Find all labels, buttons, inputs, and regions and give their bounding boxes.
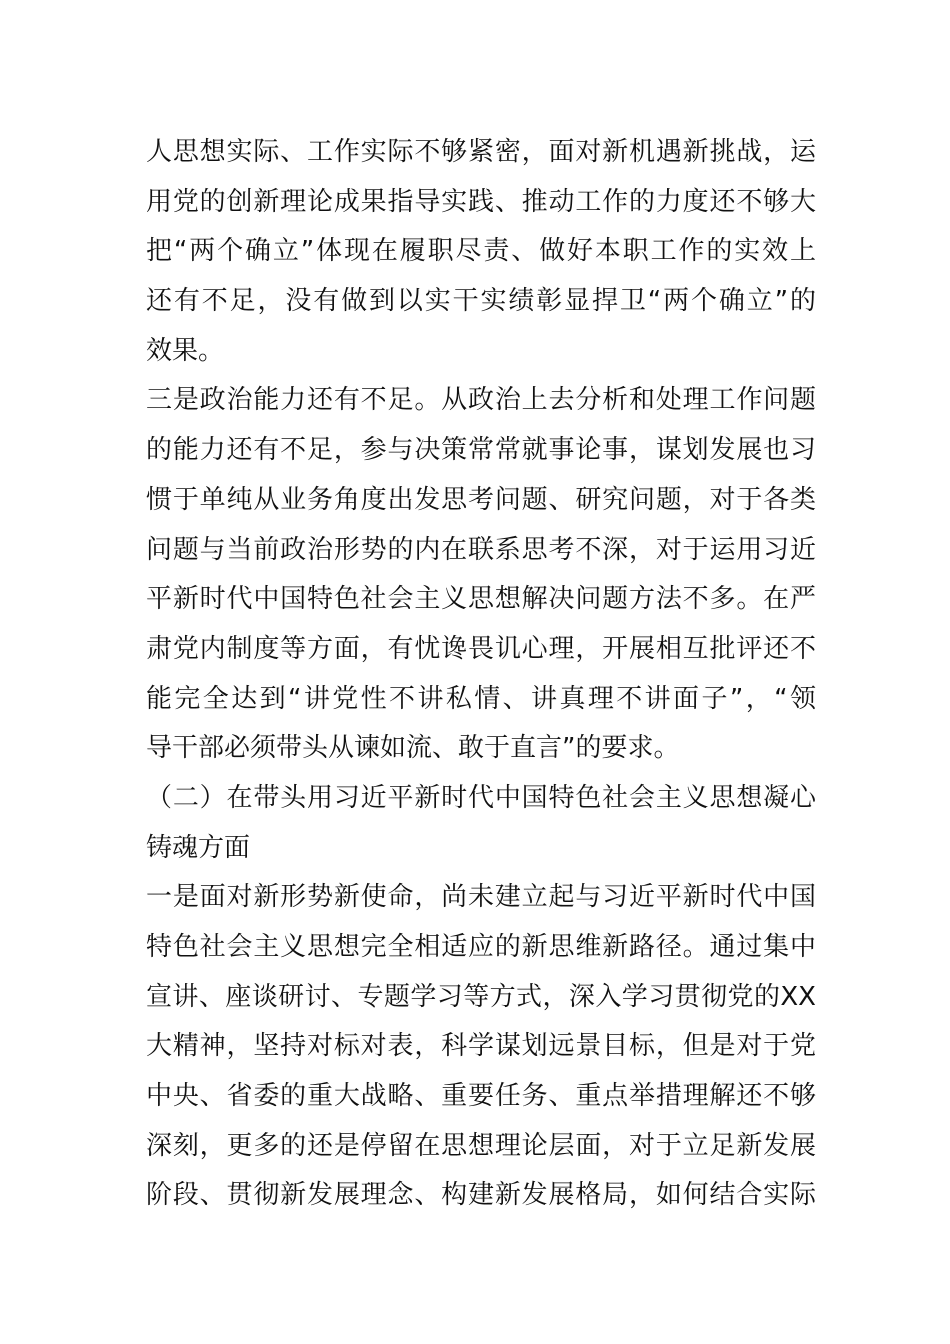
section-heading-line: （二）在带头用习近平新时代中国特色社会主义思想凝心: [146, 782, 816, 813]
text-line: 的能力还有不足，参与决策常常就事论事，谋划发展也习: [146, 435, 816, 466]
text-line: 惯于单纯从业务角度出发思考问题、研究问题，对于各类: [146, 484, 816, 515]
text-line: 宣讲、座谈研讨、专题学习等方式，深入学习贯彻党的XX: [146, 981, 816, 1012]
text-line: 深刻，更多的还是停留在思想理论层面，对于立足新发展: [146, 1130, 816, 1161]
text-line: 还有不足，没有做到以实干实绩彰显捍卫“两个确立”的: [146, 286, 816, 317]
text-line: 三是政治能力还有不足。从政治上去分析和处理工作问题: [146, 385, 816, 416]
text-line: 阶段、贯彻新发展理念、构建新发展格局，如何结合实际: [146, 1180, 816, 1211]
text-line: 能完全达到“讲党性不讲私情、讲真理不讲面子”，“领: [146, 683, 816, 714]
text-line: 效果。: [146, 335, 225, 366]
text-line: 把“两个确立”体现在履职尽责、做好本职工作的实效上: [146, 236, 816, 267]
text-line: 平新时代中国特色社会主义思想解决问题方法不多。在严: [146, 584, 816, 615]
text-line: 一是面对新形势新使命，尚未建立起与习近平新时代中国: [146, 882, 816, 913]
text-line: 肃党内制度等方面，有忧谗畏讥心理，开展相互批评还不: [146, 633, 816, 664]
text-line: 特色社会主义思想完全相适应的新思维新路径。通过集中: [146, 932, 816, 962]
text-line: 问题与当前政治形势的内在联系思考不深，对于运用习近: [146, 534, 816, 565]
document-body: [146, 128, 816, 1221]
text-line: 导干部必须带头从谏如流、敢于直言”的要求。: [146, 733, 680, 764]
text-line: 人思想实际、工作实际不够紧密，面对新机遇新挑战，运: [146, 137, 816, 167]
text-line: 中央、省委的重大战略、重要任务、重点举措理解还不够: [146, 1081, 816, 1112]
section-heading-line: 铸魂方面: [146, 832, 251, 863]
text-line: 用党的创新理论成果指导实践、推动工作的力度还不够大: [146, 186, 816, 217]
text-line: 大精神，坚持对标对表，科学谋划远景目标，但是对于党: [146, 1031, 816, 1062]
